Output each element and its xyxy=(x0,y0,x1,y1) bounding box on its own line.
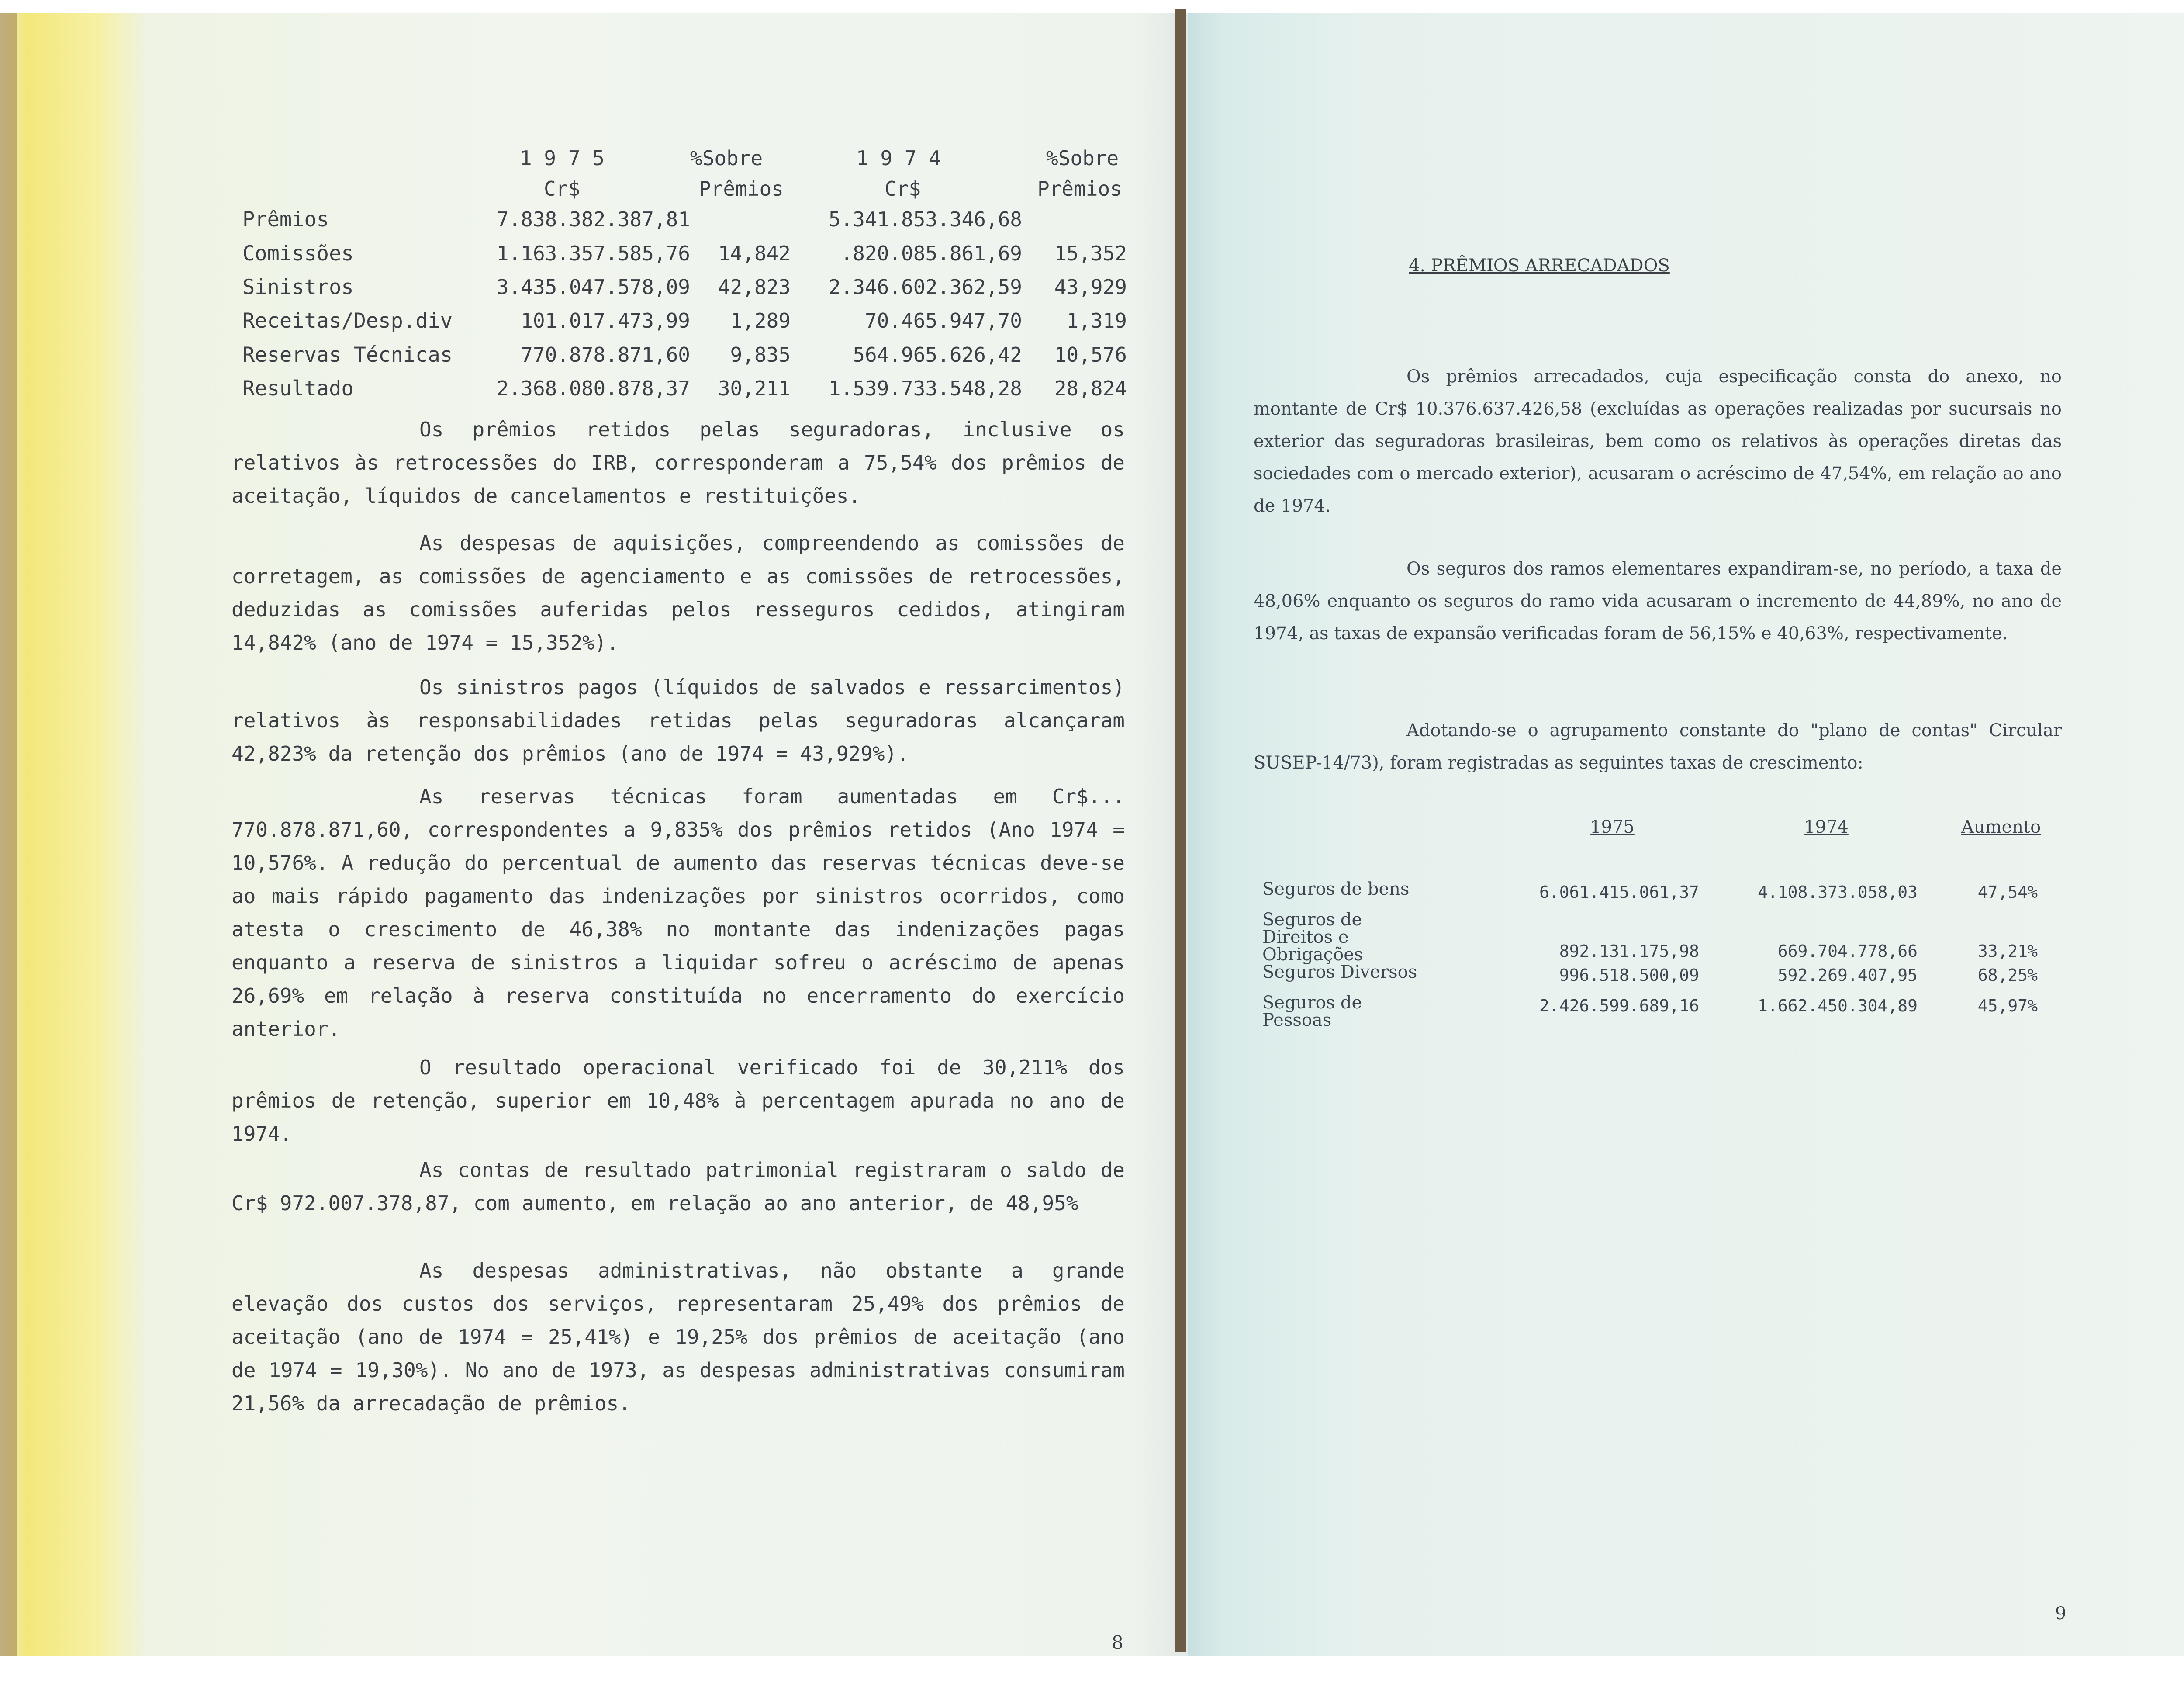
table-cell-value-1974: 2.346.602.362,59 xyxy=(828,275,1022,299)
growth-table-row-label: Seguros de Direitos e Obrigações xyxy=(1262,910,1363,965)
paragraph-text: Os sinistros pagos (líquidos de salvados e ressarcimentos) relativos às responsabilidades retidas pelas seguradoras alcançaram 42,823% da retenção dos prêmios (ano de 1974 = 43,929%). xyxy=(232,675,1125,765)
table-row-label: Prêmios xyxy=(242,208,329,232)
paragraph-resultado-patrimonial xyxy=(232,1153,1125,1220)
growth-table-cell-1975: 6.061.415.061,37 xyxy=(1539,883,1699,902)
table-cell-pct-1974: 1,319 xyxy=(1066,309,1127,332)
table-row-label: Receitas/Desp.div xyxy=(242,309,453,333)
paragraph-ramos-elementares xyxy=(1254,553,2062,650)
table-header-pct-1974: %Sobre xyxy=(1046,146,1119,170)
growth-table-cell-aumento: 33,21% xyxy=(1977,942,2038,961)
table-cell-value-1974: 564.965.626,42 xyxy=(853,343,1022,367)
table-cell-value-1975: 770.878.871,60 xyxy=(521,343,690,367)
table-header-currency-1974: Cr$ xyxy=(885,177,921,201)
growth-table-cell-1974: 1.662.450.304,89 xyxy=(1757,996,1918,1015)
table-cell-pct-1974: 28,824 xyxy=(1054,377,1127,400)
growth-table-header-aumento: Aumento xyxy=(1961,817,2041,837)
table-cell-value-1975: 2.368.080.878,37 xyxy=(496,377,690,400)
growth-table-header-1975: 1975 xyxy=(1590,817,1635,837)
table-header-premios-1974: Prêmios xyxy=(1037,177,1122,201)
table-cell-value-1975: 7.838.382.387,81 xyxy=(496,208,690,231)
table-cell-value-1974: 1.539.733.548,28 xyxy=(828,377,1022,400)
table-cell-pct-1975: 42,823 xyxy=(718,275,791,299)
table-cell-pct-1975: 30,211 xyxy=(718,377,791,400)
book-gutter xyxy=(1175,9,1186,1652)
paragraph-premios-arrecadados xyxy=(1254,360,2062,522)
paragraph-text: Adotando-se o agrupamento constante do "plano de contas" Circular SUSEP-14/73), foram registradas as seguintes taxas de crescimento: xyxy=(1254,720,2062,773)
table-row-label: Resultado xyxy=(242,377,354,401)
paragraph-resultado-operacional xyxy=(232,1051,1125,1150)
table-cell-pct-1975: 9,835 xyxy=(730,343,791,367)
growth-table-header-1974: 1974 xyxy=(1804,817,1849,837)
growth-table-cell-1975: 892.131.175,98 xyxy=(1559,942,1699,961)
paragraph-despesas-aquisicoes xyxy=(232,526,1125,659)
table-cell-value-1975: 3.435.047.578,09 xyxy=(496,275,690,299)
table-row-label: Sinistros xyxy=(242,275,354,299)
growth-table-row-label: Seguros de Pessoas xyxy=(1262,993,1362,1030)
table-header-pct-1975: %Sobre xyxy=(690,146,763,170)
table-cell-pct-1974: 15,352 xyxy=(1054,242,1127,265)
page-number-left: 8 xyxy=(1112,1632,1123,1653)
growth-table-cell-1974: 4.108.373.058,03 xyxy=(1757,883,1918,902)
table-header-premios-1975: Prêmios xyxy=(699,177,784,201)
table-cell-value-1974: .820.085.861,69 xyxy=(840,242,1022,265)
growth-table-cell-1975: 996.518.500,09 xyxy=(1559,966,1699,985)
table-cell-pct-1975: 14,842 xyxy=(718,242,791,265)
table-header-year-1974: 1 9 7 4 xyxy=(856,146,941,170)
table-row-label: Comissões xyxy=(242,242,354,266)
bottom-margin xyxy=(0,1656,2184,1707)
growth-table-cell-1974: 669.704.778,66 xyxy=(1777,942,1918,961)
paragraph-despesas-administrativas xyxy=(232,1254,1125,1420)
paragraph-premios-retidos xyxy=(232,413,1125,512)
paragraph-text: As despesas de aquisições, compreendendo as comissões de corretagem, as comissões de agenciamento e as comissões de retrocessões, deduzidas as comissões auferidas pelos resseguros cedidos, atingiram 14,842% (ano de 1974 = 15,352%). xyxy=(232,531,1125,654)
table-cell-pct-1975: 1,289 xyxy=(730,309,791,332)
paragraph-text: As contas de resultado patrimonial registraram o saldo de Cr$ 972.007.378,87, com aumento, em relação ao ano anterior, de 48,95% xyxy=(232,1158,1125,1215)
table-cell-value-1975: 101.017.473,99 xyxy=(521,309,690,332)
table-cell-pct-1974: 43,929 xyxy=(1054,275,1127,299)
section-heading: 4. PRÊMIOS ARRECADADOS xyxy=(1409,256,1670,276)
paragraph-text: Os seguros dos ramos elementares expandiram-se, no período, a taxa de 48,06% enquanto os seguros do ramo vida acusaram o incremento de 44,89%, no ano de 1974, as taxas de expansão verificadas foram de 56,15% e 40,63%, respectivamente. xyxy=(1254,559,2062,644)
growth-table-row-label: Seguros de bens xyxy=(1262,879,1410,899)
paragraph-text: O resultado operacional verificado foi de 30,211% dos prêmios de retenção, superior em 10,48% à percentagem apurada no ano de 1974. xyxy=(232,1056,1125,1146)
table-cell-value-1974: 5.341.853.346,68 xyxy=(828,208,1022,231)
page-edge xyxy=(0,13,17,1656)
table-row-label: Reservas Técnicas xyxy=(242,343,453,367)
table-cell-pct-1974: 10,576 xyxy=(1054,343,1127,367)
paragraph-text: Os prêmios retidos pelas seguradoras, inclusive os relativos às retrocessões do IRB, corresponderam a 75,54% dos prêmios de aceitação, líquidos de cancelamentos e restituições. xyxy=(232,418,1125,508)
paragraph-text: As despesas administrativas, não obstante a grande elevação dos custos dos serviços, representaram 25,49% dos prêmios de aceitação (ano de 1974 = 25,41%) e 19,25% dos prêmios de aceitação (ano de 1974 = 19,30%). No ano de 1973, as despesas administrativas consumiram 21,56% da arrecadação de prêmios. xyxy=(232,1259,1125,1415)
table-cell-value-1974: 70.465.947,70 xyxy=(864,309,1022,332)
growth-table-cell-1975: 2.426.599.689,16 xyxy=(1539,996,1699,1015)
growth-table-row-label: Seguros Diversos xyxy=(1262,962,1417,982)
table-header-currency-1975: Cr$ xyxy=(544,177,581,201)
growth-table-cell-aumento: 47,54% xyxy=(1977,883,2038,902)
growth-table-cell-1974: 592.269.407,95 xyxy=(1777,966,1918,985)
paragraph-agrupamento xyxy=(1254,714,2062,779)
growth-table-cell-aumento: 45,97% xyxy=(1977,996,2038,1015)
growth-table-cell-aumento: 68,25% xyxy=(1977,966,2038,985)
table-header-year-1975: 1 9 7 5 xyxy=(520,146,605,170)
paragraph-reservas-tecnicas xyxy=(232,780,1125,1046)
paragraph-sinistros-pagos xyxy=(232,671,1125,770)
table-cell-value-1975: 1.163.357.585,76 xyxy=(496,242,690,265)
paragraph-text: As reservas técnicas foram aumentadas em Cr$... 770.878.871,60, correspondentes a 9,835% dos prêmios retidos (Ano 1974 = 10,576%. A redução do percentual de aumento das reservas técnicas deve-se ao mais rápido pagamento das indenizações por sinistros ocorridos, como atesta o crescimento de 46,38% no montante das indenizações pagas enquanto a reserva de sinistros a liquidar sofreu o acréscimo de apenas 26,69% em relação à reserva constituída no encerramento do exercício anterior. xyxy=(232,785,1125,1041)
paragraph-text: Os prêmios arrecadados, cuja especificação consta do anexo, no montante de Cr$ 10.376.637.426,58 (excluídas as operações realizadas por sucursais no exterior das seguradoras brasileiras, bem como os relativos às operações diretas das sociedades com o mercado exterior), acusaram o acréscimo de 47,54%, em relação ao ano de 1974. xyxy=(1254,367,2062,516)
page-number-right: 9 xyxy=(2055,1603,2067,1624)
